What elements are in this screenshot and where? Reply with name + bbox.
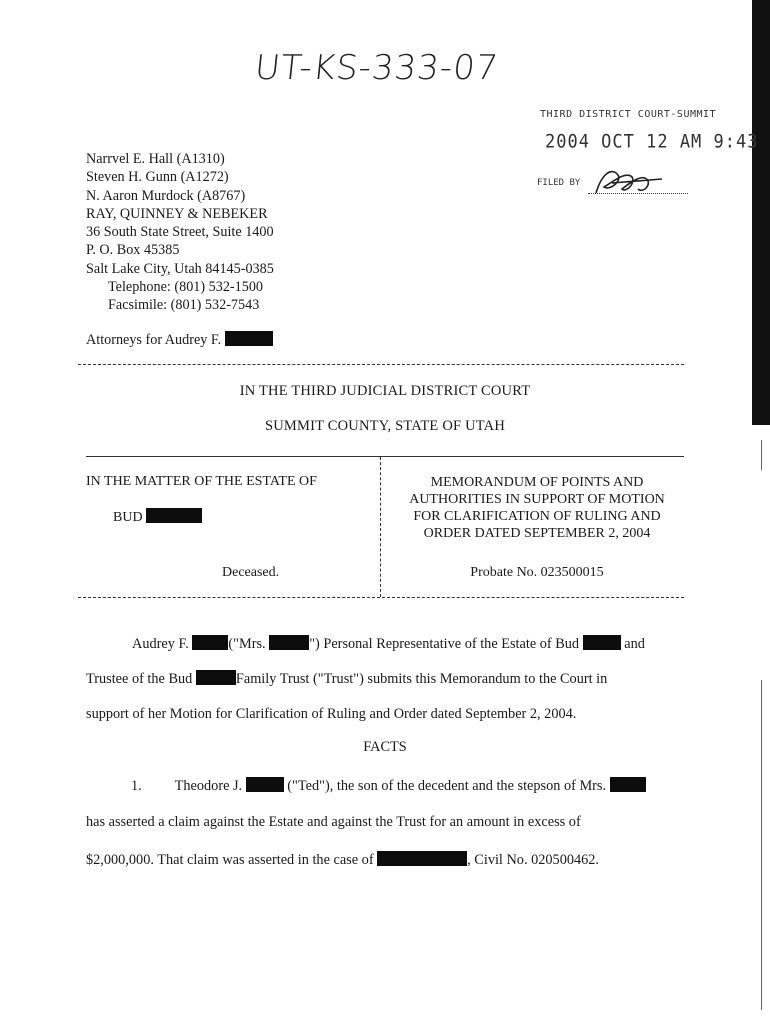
filing-stamp-date: 2004 OCT 12 AM 9:43	[545, 131, 759, 153]
decedent-first-name: BUD	[113, 510, 143, 525]
text-run: Audrey F.	[132, 636, 189, 652]
title-line: AUTHORITIES IN SUPPORT OF MOTION	[409, 492, 665, 507]
text-run: Family Trust ("Trust") submits this Memorandum to the Court in	[235, 671, 608, 687]
text-run: , Civil No. 020500462.	[467, 852, 600, 868]
caption-matter: IN THE MATTER OF THE ESTATE OF	[86, 474, 317, 489]
fact-1-line-2: has asserted a claim against the Estate and against the Trust for an amount in excess of	[86, 814, 581, 830]
caption-bottom-rule	[78, 597, 684, 598]
handwritten-case-number: UT-KS-333-07	[252, 48, 501, 88]
scan-speck	[761, 440, 762, 470]
text-run: Trustee of the Bud	[86, 671, 193, 687]
court-county: SUMMIT COUNTY, STATE OF UTAH	[264, 418, 505, 434]
redaction-box	[146, 508, 202, 523]
redaction-box	[583, 635, 621, 650]
title-line: MEMORANDUM OF POINTS AND	[430, 475, 644, 490]
firm-po-box: P. O. Box 45385	[86, 242, 180, 259]
court-name: IN THE THIRD JUDICIAL DISTRICT COURT	[239, 383, 531, 399]
redaction-box	[196, 670, 236, 685]
body-line-2	[86, 670, 607, 688]
scan-speck	[761, 680, 762, 1010]
title-line: FOR CLARIFICATION OF RULING AND	[413, 509, 661, 524]
body-line-1	[132, 635, 645, 653]
redaction-box	[246, 777, 284, 792]
redaction-box	[377, 851, 467, 866]
text-run: $2,000,000. That claim was asserted in the case of	[86, 852, 374, 868]
firm-facsimile: Facsimile: (801) 532-7543	[108, 297, 260, 314]
facts-heading: FACTS	[363, 739, 407, 755]
fact-number: 1.	[131, 778, 142, 794]
firm-name: RAY, QUINNEY & NEBEKER	[86, 205, 268, 222]
fact-1-line-3	[86, 851, 599, 869]
firm-telephone: Telephone: (801) 532-1500	[108, 279, 264, 296]
divider-dashed	[78, 364, 684, 365]
filing-stamp-filed-by: FILED BY	[537, 178, 581, 188]
firm-city: Salt Lake City, Utah 84145-0385	[86, 260, 274, 277]
fact-1-line-1	[131, 777, 646, 795]
text-run: ("Mrs.	[228, 636, 266, 652]
attorney-line: Narrvel E. Hall (A1310)	[86, 151, 225, 167]
redaction-box	[269, 635, 309, 650]
scan-edge-bar	[752, 0, 770, 425]
text-run: ") Personal Representative of the Estate of Bud	[309, 636, 580, 652]
signature-line	[588, 193, 688, 194]
body-line-3: support of her Motion for Clarification of Ruling and Order dated September 2, 2004.	[86, 706, 577, 722]
document-title	[392, 474, 682, 542]
attorney-block	[86, 150, 274, 315]
probate-number: Probate No. 023500015	[470, 565, 604, 580]
caption-deceased: Deceased.	[222, 565, 280, 580]
caption-decedent	[113, 508, 202, 526]
caption-divider	[380, 457, 381, 597]
text-run: ("Ted"), the son of the decedent and the stepson of Mrs.	[287, 778, 607, 794]
firm-address: 36 South State Street, Suite 1400	[86, 224, 274, 241]
attorney-line: N. Aaron Murdock (A8767)	[86, 187, 246, 204]
attorneys-for-line	[86, 331, 273, 349]
attorneys-for-text: Attorneys for Audrey F.	[86, 332, 222, 348]
attorney-line: Steven H. Gunn (A1272)	[86, 169, 229, 186]
redaction-box	[225, 331, 273, 346]
text-run: Theodore J.	[174, 778, 243, 794]
caption-top-rule	[86, 456, 684, 457]
filing-stamp-court: THIRD DISTRICT COURT-SUMMIT	[540, 109, 717, 120]
text-run: and	[624, 636, 645, 652]
redaction-box	[610, 777, 646, 792]
redaction-box	[192, 635, 228, 650]
title-line: ORDER DATED SEPTEMBER 2, 2004	[423, 526, 651, 541]
